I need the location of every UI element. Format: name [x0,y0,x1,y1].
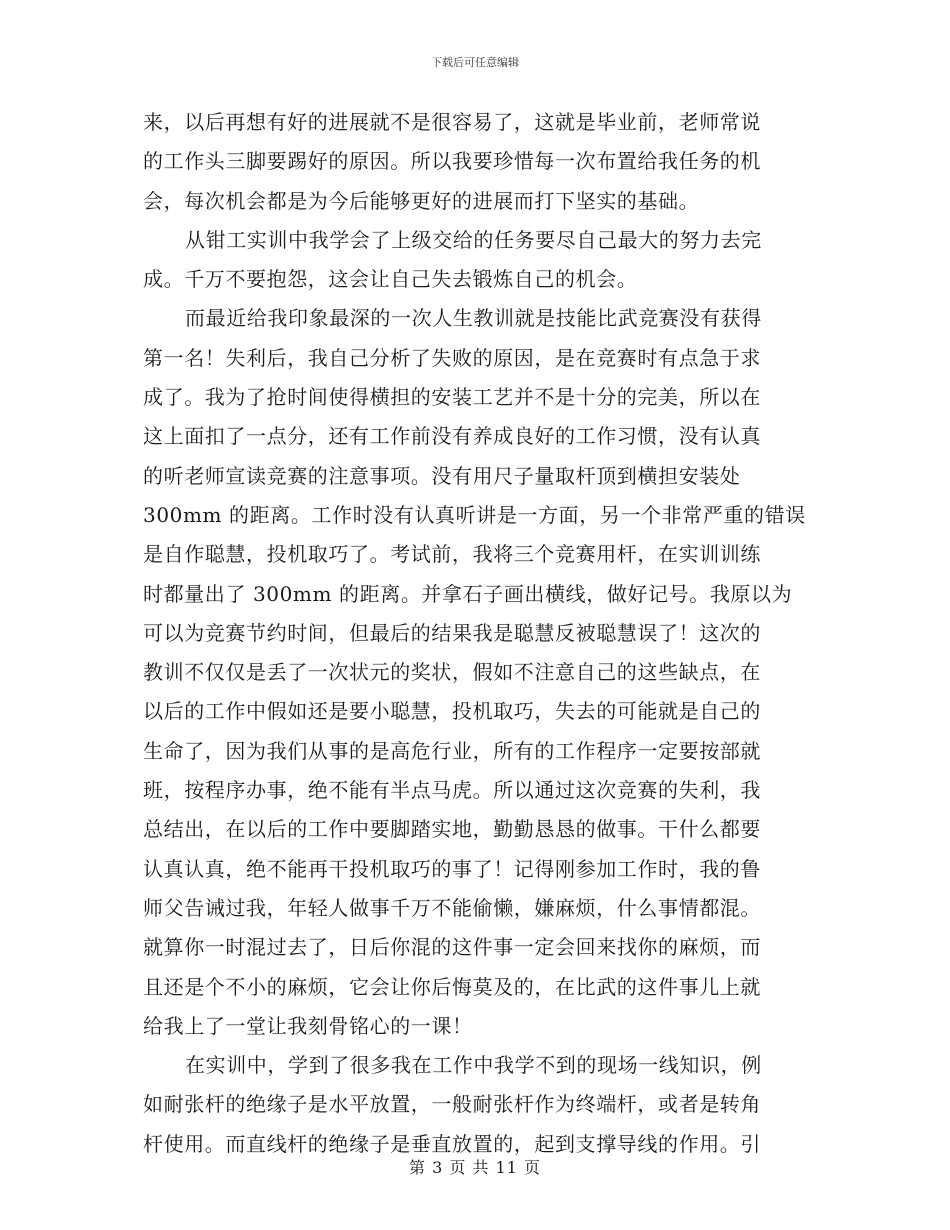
text-line: 如耐张杆的绝缘子是水平放置，一般耐张杆作为终端杆，或者是转角 [143,1092,761,1117]
text-line: 班，按程序办事，绝不能有半点马虎。所以通过这次竞赛的失利，我 [143,778,761,803]
text-line: 而最近给我印象最深的一次人生教训就是技能比武竞赛没有获得 [185,306,762,331]
document-body [143,103,807,1164]
text-line: 的工作头三脚要踢好的原因。所以我要珍惜每一次布置给我任务的机 [143,149,761,174]
text-line: 这上面扣了一点分，还有工作前没有养成良好的工作习惯，没有认真 [143,424,761,449]
text-line: 在实训中，学到了很多我在工作中我学不到的现场一线知识，例 [185,1053,762,1078]
text-line: 总结出，在以后的工作中要脚踏实地，勤勤恳恳的做事。干什么都要 [143,817,761,842]
text-line: 以后的工作中假如还是要小聪慧，投机取巧，失去的可能就是自己的 [143,699,761,724]
text-line: 杆使用。而直线杆的绝缘子是垂直放置的，起到支撑导线的作用。引 [143,1131,761,1156]
text-line: 是自作聪慧，投机取巧了。考试前，我将三个竞赛用杆，在实训训练 [143,542,761,567]
text-line: 的听老师宣读竞赛的注意事项。没有用尺子量取杆顶到横担安装处 [143,463,741,488]
text-line: 时都量出了 300mm 的距离。并拿石子画出横线，做好记号。我原以为 [143,581,793,606]
text-line: 认真认真，绝不能再干投机取巧的事了！记得刚参加工作时，我的鲁 [143,856,761,881]
text-line: 从钳工实训中我学会了上级交给的任务要尽自己最大的努力去完 [185,227,762,252]
text-line: 教训不仅仅是丢了一次状元的奖状，假如不注意自己的这些缺点，在 [143,660,761,685]
text-line: 生命了，因为我们从事的是高危行业，所有的工作程序一定要按部就 [143,738,761,763]
text-line: 300mm 的距离。工作时没有认真听讲是一方面，另一个非常严重的错误 [143,502,806,527]
text-line: 会，每次机会都是为今后能够更好的进展而打下坚实的基础。 [143,188,700,213]
text-line: 来，以后再想有好的进展就不是很容易了，这就是毕业前，老师常说 [143,110,761,134]
text-line: 成了。我为了抢时间使得横担的安装工艺并不是十分的完美，所以在 [143,385,761,410]
text-line: 就算你一时混过去了，日后你混的这件事一定会回来找你的麻烦，而 [143,935,761,960]
text-line: 成。千万不要抱怨，这会让自己失去锻炼自己的机会。 [143,267,638,292]
text-line: 师父告诫过我，年轻人做事千万不能偷懒，嫌麻烦，什么事情都混。 [143,895,761,920]
page-footer: 第 3 页 共 11 页 [409,1158,541,1177]
text-line: 且还是个不小的麻烦，它会让你后悔莫及的，在比武的这件事儿上就 [143,974,761,999]
text-line: 第一名！失利后，我自己分析了失败的原因，是在竞赛时有点急于求 [143,345,761,370]
page-header: 下载后可任意编辑 [431,56,519,69]
text-line: 可以为竞赛节约时间，但最后的结果我是聪慧反被聪慧误了！这次的 [143,620,761,645]
text-line: 给我上了一堂让我刻骨铭心的一课！ [143,1013,473,1038]
